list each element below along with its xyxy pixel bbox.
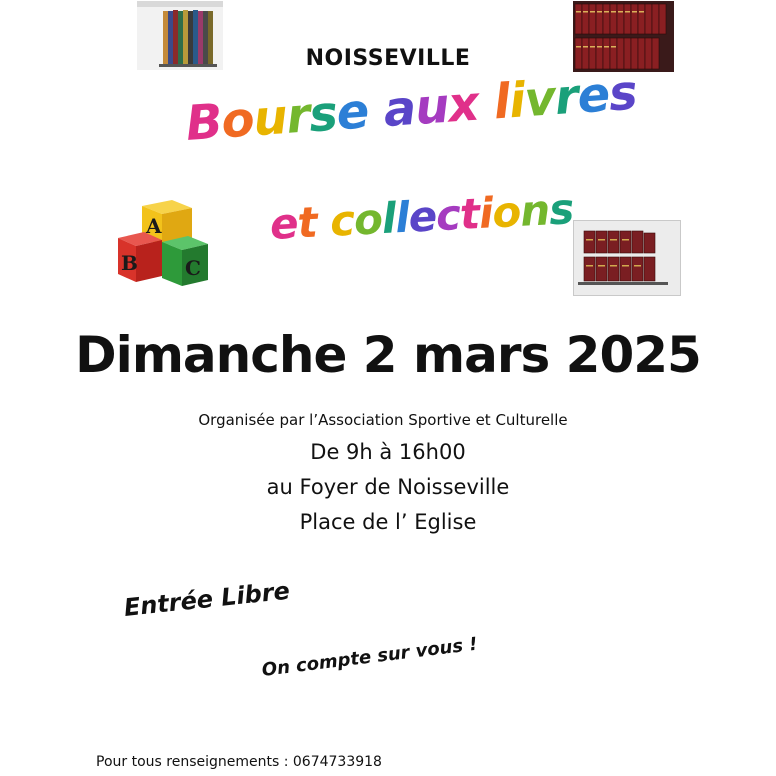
title-letter: c	[328, 195, 356, 246]
red-books-icon	[574, 221, 680, 295]
title-letter: c	[434, 190, 462, 241]
town-name: NOISSEVILLE	[305, 46, 471, 71]
title-letter: l	[380, 193, 397, 244]
title-letter: o	[491, 186, 522, 238]
books-photo-right	[573, 220, 681, 296]
title-letter: B	[184, 93, 224, 152]
title-letter: s	[307, 85, 339, 144]
title-letter: s	[606, 64, 639, 123]
title-letter: e	[268, 198, 299, 249]
block-letter-c: C	[185, 256, 201, 280]
block-letter-a: A	[146, 214, 162, 238]
title-line-2	[269, 184, 575, 249]
slogan: On compte sur vous !	[260, 633, 479, 681]
title-letter: n	[518, 185, 551, 236]
title-letter: e	[334, 83, 371, 142]
event-date: Dimanche 2 mars 2025	[75, 326, 701, 384]
organizer: Organisée par l’Association Sportive et Culturelle	[198, 411, 568, 429]
abc-blocks	[114, 198, 214, 290]
title-line-1	[184, 65, 638, 152]
title-letter: i	[507, 72, 527, 130]
abc-blocks-icon	[114, 198, 214, 290]
title-letter: e	[575, 66, 611, 125]
title-letter: o	[352, 194, 384, 245]
title-letter: o	[219, 91, 256, 150]
title-letter: r	[284, 87, 312, 145]
block-letter-b: B	[121, 251, 138, 275]
title-letter: x	[446, 75, 481, 134]
opening-hours: De 9h à 16h00	[310, 440, 466, 464]
title-letter: u	[251, 89, 289, 148]
contact-info: Pour tous renseignements : 0674733918	[96, 754, 382, 770]
title-letter: r	[552, 68, 580, 127]
venue: au Foyer de Noisseville	[266, 475, 510, 499]
title-letter: e	[407, 191, 438, 242]
title-letter: t	[296, 197, 318, 248]
title-letter: a	[381, 80, 418, 139]
free-entry: Entrée Libre	[122, 576, 292, 622]
title-letter: t	[458, 189, 481, 240]
title-letter: u	[413, 77, 451, 136]
title-letter: s	[547, 184, 575, 235]
title-letter: i	[477, 188, 494, 239]
title-letter: l	[393, 192, 410, 243]
title-letter: l	[491, 73, 512, 131]
title-letter: v	[522, 70, 557, 129]
place: Place de l’ Eglise	[299, 510, 477, 534]
